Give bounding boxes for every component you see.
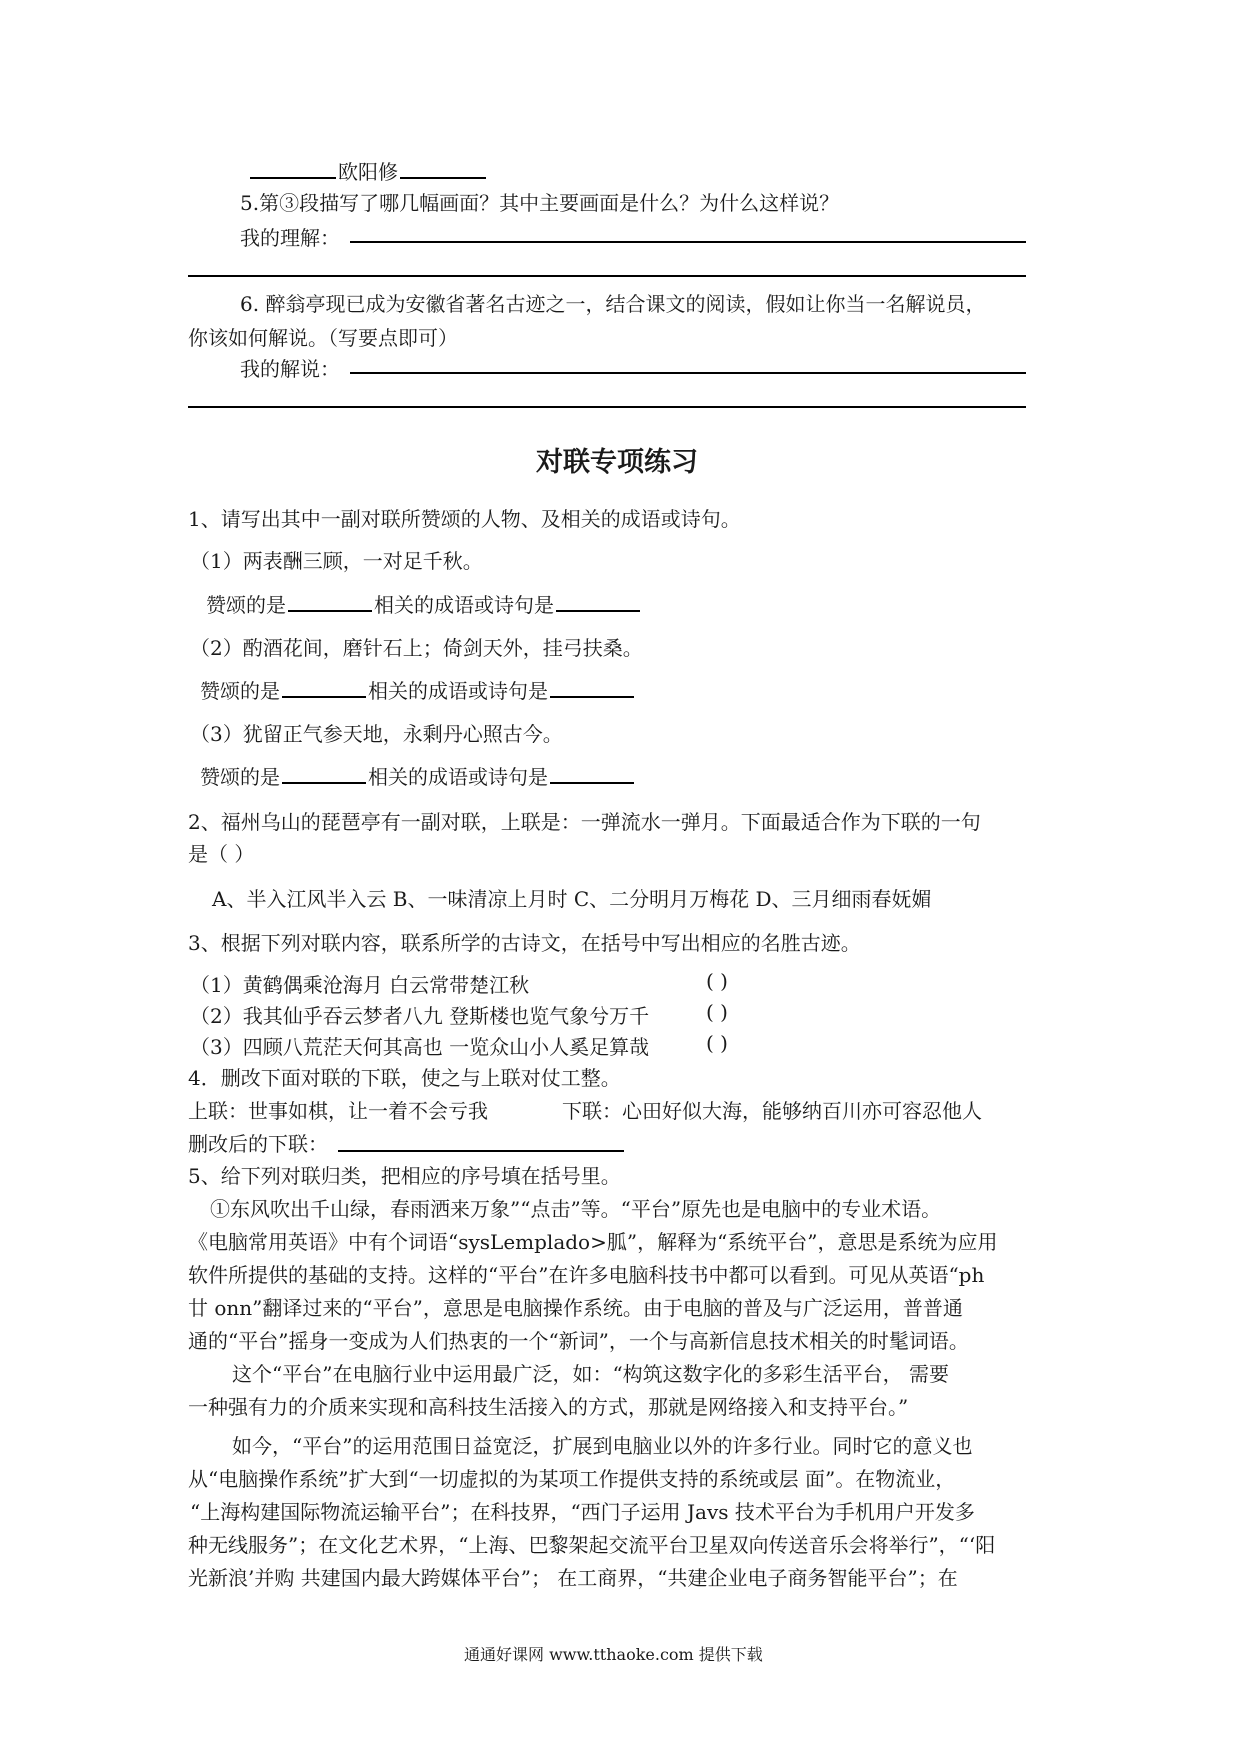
q5-answer-label: 我的理解： [240,226,340,250]
page-footer: 通通好课网 www.tthaoke.com 提供下载 [464,1645,763,1664]
upper-couplet: 上联：世事如棋，让一着不会亏我 [188,1099,488,1123]
answer-line[interactable] [350,241,1026,243]
q3-item-3: （3）四顾八荒茫天何其高也 一览众山小人奚足算哉 [190,1035,650,1059]
praise-line-2: 赞颂的是 相关的成语或诗句是 [200,675,636,704]
author-name: 欧阳修 [338,160,398,184]
q4-answer-label: 删改后的下联： [188,1132,328,1156]
passage-p1-line4: 廿 onn”翻译过来的“平台”，意思是电脑操作系统。由于电脑的普及与广泛运用，普普通 [188,1296,963,1320]
passage-p1-line1: ①东风吹出千山绿，春雨洒来万象”“点击”等。“平台”原先也是电脑中的专业术语。 [210,1197,942,1221]
question-1: 1、请写出其中一副对联所赞颂的人物、及相关的成语或诗句。 [188,507,741,531]
question-5-couplets: 5、给下列对联归类，把相应的序号填在括号里。 [188,1164,621,1188]
passage-p3-line2: 从“电脑操作系统”扩大到“一切虚拟的为某项工作提供支持的系统或层 面”。在物流业， [188,1467,956,1491]
q3-bracket-2[interactable]: ( ) [706,1000,728,1024]
couplet-1: （1）两表酬三顾，一对足千秋。 [190,549,483,573]
q6-answer-label: 我的解说： [240,357,340,381]
q3-bracket-3[interactable]: ( ) [706,1031,728,1055]
answer-blank[interactable] [550,695,634,698]
q3-item-1: （1）黄鹤偶乘沧海月 白云常带楚江秋 [190,973,530,997]
question-5: 5.第③段描写了哪几幅画面？其中主要画面是什么？为什么这样说？ [240,191,840,215]
praise-line-3: 赞颂的是 相关的成语或诗句是 [200,761,636,790]
passage-p3-line4: 种无线服务”；在文化艺术界，“上海、巴黎架起交流平台卫星双向传送音乐会将举行”，“‘阳 [188,1533,996,1557]
passage-p2-line1: 这个“平台”在电脑行业中运用最广泛，如：“构筑这数字化的多彩生活平台， 需要 [232,1362,950,1386]
answer-blank[interactable] [288,609,372,612]
passage-p1-line2: 《电脑常用英语》中有个词语“sysLemplado>胍”，解释为“系统平台”，意思是系统为应用 [188,1230,998,1254]
answer-blank[interactable] [250,176,336,179]
passage-p1-line5: 通的“平台”摇身一变成为人们热衷的一个“新词”，一个与高新信息技术相关的时髦词语。 [188,1329,969,1353]
question-6-line2: 你该如何解说。（写要点即可） [188,326,458,350]
question-4: 4．删改下面对联的下联，使之与上联对仗工整。 [188,1066,621,1090]
answer-blank[interactable] [550,781,634,784]
passage-p3-line3: “上海构建国际物流运输平台”；在科技界，“西门子运用 Javs 技术平台为手机用户开发多 [190,1500,975,1524]
praise-line-1: 赞颂的是 相关的成语或诗句是 [206,589,642,618]
answer-line[interactable] [350,372,1026,374]
passage-p3-line1: 如今，“平台”的运用范围日益宽泛，扩展到电脑业以外的许多行业。同时它的意义也 [232,1434,973,1458]
lower-couplet: 下联：心田好似大海，能够纳百川亦可容忍他人 [562,1099,982,1123]
question-2-line1: 2、福州乌山的琵琶亭有一副对联，上联是：一弹流水一弹月。下面最适合作为下联的一句 [188,810,981,834]
q3-item-2: （2）我其仙乎吞云梦者八九 登斯楼也览气象兮万千 [190,1004,650,1028]
answer-blank[interactable] [282,781,366,784]
answer-blank[interactable] [400,176,486,179]
q3-bracket-1[interactable]: ( ) [706,969,728,993]
couplet-3: （3）犹留正气参天地，永剩丹心照古今。 [190,722,563,746]
couplet-2: （2）酌酒花间，磨针石上；倚剑天外，挂弓扶桑。 [190,636,643,660]
question-2-options: A、半入江风半入云 B、一味清凉上月时 C、二分明月万梅花 D、三月细雨春妩媚 [212,887,932,911]
question-6-line1: 6. 醉翁亭现已成为安徽省著名古迹之一，结合课文的阅读，假如让你当一名解说员， [240,292,986,316]
question-3: 3、根据下列对联内容，联系所学的古诗文，在括号中写出相应的名胜古迹。 [188,931,861,955]
passage-p2-line2: 一种强有力的介质来实现和高科技生活接入的方式，那就是网络接入和支持平台。” [188,1395,909,1419]
passage-p1-line3: 软件所提供的基础的支持。这样的“平台”在许多电脑科技书中都可以看到。可见从英语“ph [188,1263,985,1287]
answer-line[interactable] [188,406,1026,408]
answer-blank[interactable] [556,609,640,612]
answer-line[interactable] [338,1150,624,1152]
q4-author-line [248,156,488,185]
passage-p3-line5: 光新浪’并购 共建国内最大跨媒体平台”； 在工商界，“共建企业电子商务智能平台”；在 [188,1566,958,1590]
answer-line[interactable] [188,275,1026,277]
section-title: 对联专项练习 [536,447,698,478]
answer-blank[interactable] [282,695,366,698]
question-2-line2: 是（ ） [188,842,255,866]
